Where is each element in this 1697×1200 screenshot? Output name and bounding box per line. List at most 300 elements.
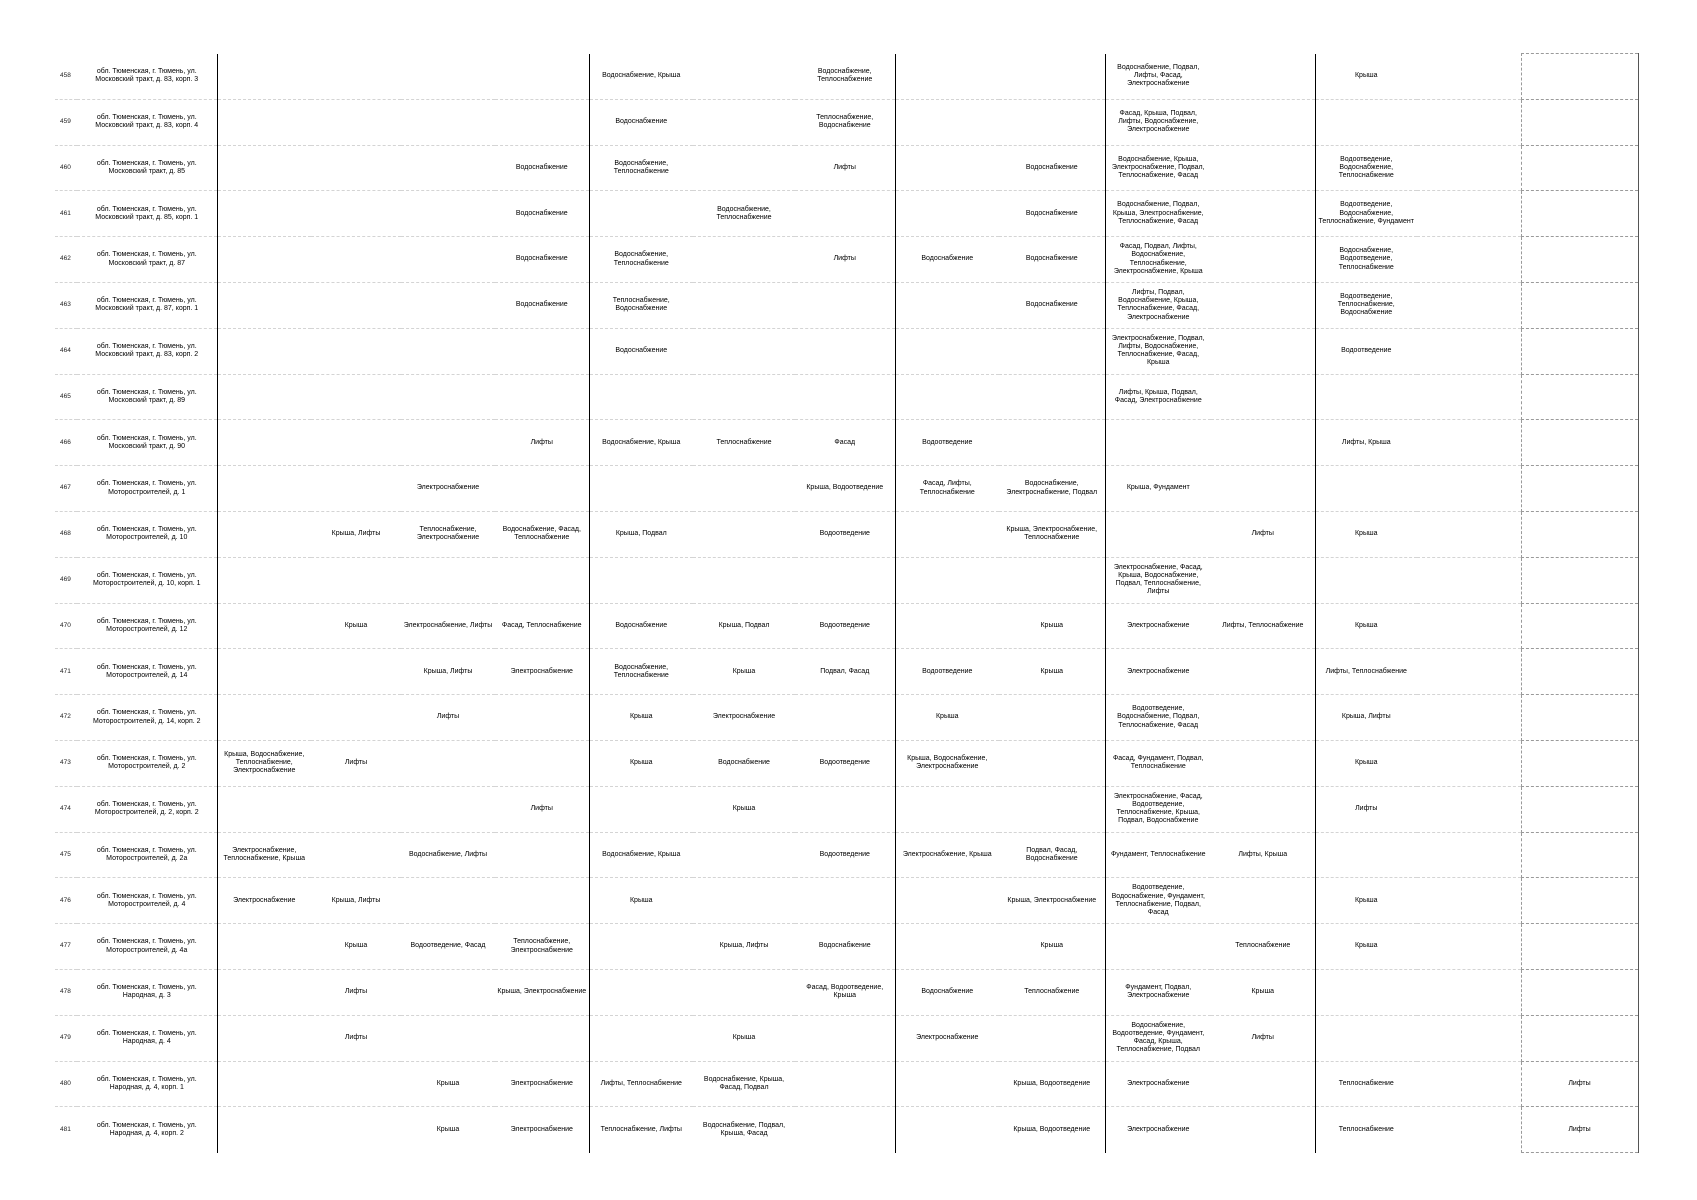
work-type-cell: Водоснабжение [895, 237, 999, 283]
work-type-cell [693, 878, 795, 924]
work-type-cell: Водоснабжение, Электроснабжение, Подвал [999, 466, 1105, 512]
row-number-cell: 463 [55, 282, 77, 328]
work-type-cell: Электроснабжение [1105, 649, 1211, 695]
housing-repair-schedule-table [55, 53, 1639, 1153]
work-type-cell: Водоснабжение, Водоотведение, Фундамент, Фасад, Крыша, Теплоснабжение, Подвал [1105, 1015, 1211, 1061]
work-type-cell [1315, 99, 1417, 145]
work-type-cell [311, 237, 401, 283]
address-cell: обл. Тюменская, г. Тюмень, ул. Моторостроителей, д. 1 [77, 466, 217, 512]
work-type-cell: Лифты [495, 420, 589, 466]
work-type-cell [1417, 237, 1521, 283]
work-type-cell: Электроснабжение [1105, 603, 1211, 649]
work-type-cell [589, 969, 693, 1015]
work-type-cell [795, 282, 895, 328]
address-cell: обл. Тюменская, г. Тюмень, ул. Моторостроителей, д. 2, корп. 2 [77, 786, 217, 832]
work-type-cell: Водоснабжение [999, 191, 1105, 237]
work-type-cell [311, 282, 401, 328]
work-type-cell: Лифты, Крыша, Подвал, Фасад, Электроснабжение [1105, 374, 1211, 420]
work-type-cell [895, 328, 999, 374]
work-type-cell: Электроснабжение [1105, 1061, 1211, 1107]
work-type-cell [999, 328, 1105, 374]
work-type-cell [895, 511, 999, 557]
work-type-cell: Электроснабжение, Фасад, Водоотведение, Теплоснабжение, Крыша, Подвал, Водоснабжение [1105, 786, 1211, 832]
work-type-cell: Водоотведение [1315, 328, 1417, 374]
work-type-cell: Крыша, Водоотведение [999, 1061, 1105, 1107]
work-type-cell [999, 374, 1105, 420]
work-type-cell [217, 649, 311, 695]
work-type-cell: Крыша, Электроснабжение [495, 969, 589, 1015]
work-type-cell [217, 328, 311, 374]
work-type-cell: Крыша [589, 695, 693, 741]
work-type-cell [895, 1061, 999, 1107]
work-type-cell: Лифты, Теплоснабжение [1315, 649, 1417, 695]
address-cell: обл. Тюменская, г. Тюмень, ул. Моторостроителей, д. 4а [77, 924, 217, 970]
work-type-cell [1417, 649, 1521, 695]
work-type-cell: Крыша, Водоснабжение, Теплоснабжение, Электроснабжение [217, 740, 311, 786]
work-type-cell [1521, 740, 1638, 786]
work-type-cell [495, 99, 589, 145]
work-type-cell [1315, 1015, 1417, 1061]
work-type-cell [589, 557, 693, 603]
work-type-cell: Водоотведение [795, 603, 895, 649]
address-cell: обл. Тюменская, г. Тюмень, ул. Московский тракт, д. 83, корп. 3 [77, 54, 217, 100]
table-body [55, 54, 1638, 1153]
row-number-cell: 469 [55, 557, 77, 603]
row-number-cell: 476 [55, 878, 77, 924]
work-type-cell: Лифты [795, 145, 895, 191]
address-cell: обл. Тюменская, г. Тюмень, ул. Народная, д. 4, корп. 1 [77, 1061, 217, 1107]
work-type-cell [999, 420, 1105, 466]
work-type-cell: Крыша [589, 878, 693, 924]
work-type-cell: Водоснабжение, Подвал, Крыша, Фасад [693, 1107, 795, 1153]
address-cell: обл. Тюменская, г. Тюмень, ул. Народная, д. 4, корп. 2 [77, 1107, 217, 1153]
work-type-cell: Водоснабжение [495, 282, 589, 328]
table-row [55, 420, 1638, 466]
work-type-cell [495, 374, 589, 420]
work-type-cell [217, 374, 311, 420]
address-cell: обл. Тюменская, г. Тюмень, ул. Московский тракт, д. 87, корп. 1 [77, 282, 217, 328]
address-cell: обл. Тюменская, г. Тюмень, ул. Моторостроителей, д. 2а [77, 832, 217, 878]
work-type-cell [1417, 832, 1521, 878]
work-type-cell [311, 54, 401, 100]
work-type-cell [1521, 282, 1638, 328]
work-type-cell: Водоснабжение [999, 237, 1105, 283]
row-number-cell: 459 [55, 99, 77, 145]
work-type-cell: Лифты, Крыша [1315, 420, 1417, 466]
address-cell: обл. Тюменская, г. Тюмень, ул. Моторостроителей, д. 4 [77, 878, 217, 924]
work-type-cell [1521, 145, 1638, 191]
work-type-cell: Водоотведение [795, 832, 895, 878]
work-type-cell [589, 191, 693, 237]
work-type-cell: Крыша, Подвал [589, 511, 693, 557]
work-type-cell: Водоснабжение [495, 145, 589, 191]
work-type-cell: Фасад, Фундамент, Подвал, Теплоснабжение [1105, 740, 1211, 786]
work-type-cell: Водоотведение, Водоснабжение, Подвал, Теплоснабжение, Фасад [1105, 695, 1211, 741]
work-type-cell [1521, 420, 1638, 466]
work-type-cell [311, 695, 401, 741]
address-cell: обл. Тюменская, г. Тюмень, ул. Московский тракт, д. 87 [77, 237, 217, 283]
table-row [55, 328, 1638, 374]
row-number-cell: 473 [55, 740, 77, 786]
work-type-cell [217, 420, 311, 466]
table-row [55, 557, 1638, 603]
work-type-cell: Водоснабжение, Водоотведение, Теплоснабжение [1315, 237, 1417, 283]
work-type-cell: Крыша [1315, 603, 1417, 649]
work-type-cell [1521, 466, 1638, 512]
work-type-cell [495, 328, 589, 374]
work-type-cell: Водоснабжение [495, 191, 589, 237]
work-type-cell: Водоснабжение, Подвал, Крыша, Электроснабжение, Теплоснабжение, Фасад [1105, 191, 1211, 237]
work-type-cell [401, 99, 495, 145]
work-type-cell [401, 237, 495, 283]
work-type-cell [217, 557, 311, 603]
work-type-cell: Крыша, Лифты [311, 878, 401, 924]
work-type-cell [895, 878, 999, 924]
work-type-cell [693, 328, 795, 374]
work-type-cell: Крыша [311, 924, 401, 970]
row-number-cell: 475 [55, 832, 77, 878]
work-type-cell: Теплоснабжение [1315, 1107, 1417, 1153]
work-type-cell [795, 328, 895, 374]
work-type-cell: Водоснабжение, Фасад, Теплоснабжение [495, 511, 589, 557]
work-type-cell [999, 695, 1105, 741]
work-type-cell [1417, 1107, 1521, 1153]
work-type-cell [495, 695, 589, 741]
work-type-cell [1315, 466, 1417, 512]
work-type-cell [795, 374, 895, 420]
table-row [55, 54, 1638, 100]
work-type-cell [217, 282, 311, 328]
table-row [55, 969, 1638, 1015]
work-type-cell [1521, 237, 1638, 283]
work-type-cell: Водоотведение, Фасад [401, 924, 495, 970]
table-row [55, 786, 1638, 832]
work-type-cell: Фасад [795, 420, 895, 466]
work-type-cell: Крыша [1211, 969, 1315, 1015]
table-row [55, 649, 1638, 695]
work-type-cell [895, 786, 999, 832]
work-type-cell [217, 54, 311, 100]
work-type-cell [589, 924, 693, 970]
work-type-cell [401, 1015, 495, 1061]
work-type-cell [1417, 740, 1521, 786]
work-type-cell: Теплоснабжение, Водоснабжение [795, 99, 895, 145]
work-type-cell: Теплоснабжение [1315, 1061, 1417, 1107]
work-type-cell [401, 786, 495, 832]
work-type-cell: Крыша [999, 649, 1105, 695]
work-type-cell [1417, 420, 1521, 466]
work-type-cell [217, 99, 311, 145]
work-type-cell [1417, 466, 1521, 512]
address-cell: обл. Тюменская, г. Тюмень, ул. Народная, д. 4 [77, 1015, 217, 1061]
table-row [55, 740, 1638, 786]
work-type-cell: Водоотведение, Водоснабжение, Теплоснабжение, Фундамент [1315, 191, 1417, 237]
table-row [55, 924, 1638, 970]
work-type-cell: Водоотведение [795, 740, 895, 786]
work-type-cell: Лифты, Теплоснабжение [1211, 603, 1315, 649]
work-type-cell [895, 1107, 999, 1153]
table-row [55, 695, 1638, 741]
address-cell: обл. Тюменская, г. Тюмень, ул. Моторостроителей, д. 10 [77, 511, 217, 557]
work-type-cell [795, 695, 895, 741]
work-type-cell [311, 99, 401, 145]
row-number-cell: 466 [55, 420, 77, 466]
work-type-cell: Фасад, Подвал, Лифты, Водоснабжение, Теплоснабжение, Электроснабжение, Крыша [1105, 237, 1211, 283]
work-type-cell: Водоснабжение, Крыша [589, 420, 693, 466]
work-type-cell: Крыша [999, 924, 1105, 970]
work-type-cell [1417, 603, 1521, 649]
work-type-cell [401, 282, 495, 328]
work-type-cell [1315, 374, 1417, 420]
work-type-cell [1521, 786, 1638, 832]
work-type-cell [311, 1061, 401, 1107]
work-type-cell [401, 328, 495, 374]
work-type-cell: Крыша [311, 603, 401, 649]
work-type-cell: Крыша [1354, 72, 1378, 80]
work-type-cell [1211, 740, 1315, 786]
work-type-cell: Крыша [401, 1107, 495, 1153]
work-type-cell [1521, 695, 1638, 741]
work-type-cell: Лифты [495, 786, 589, 832]
work-type-cell: Электроснабжение, Лифты [401, 603, 495, 649]
work-type-cell: Водоснабжение, Теплоснабжение [693, 191, 795, 237]
work-type-cell [311, 374, 401, 420]
work-type-cell [1211, 54, 1315, 100]
work-type-cell [1105, 420, 1211, 466]
work-type-cell: Лифты [795, 237, 895, 283]
work-type-cell [795, 786, 895, 832]
work-type-cell [1211, 237, 1315, 283]
work-type-cell: Крыша, Водоснабжение, Электроснабжение [895, 740, 999, 786]
work-type-cell: Фасад, Лифты, Теплоснабжение [895, 466, 999, 512]
work-type-cell [1211, 786, 1315, 832]
work-type-cell [401, 145, 495, 191]
work-type-cell [1521, 878, 1638, 924]
work-type-cell [895, 54, 999, 100]
work-type-cell: Крыша, Электроснабжение [999, 878, 1105, 924]
work-type-cell [401, 878, 495, 924]
work-type-cell: Водоснабжение, Лифты [401, 832, 495, 878]
work-type-cell [1417, 557, 1521, 603]
work-type-cell [1105, 924, 1211, 970]
work-type-cell [1211, 695, 1315, 741]
work-type-cell [1521, 557, 1638, 603]
work-type-cell: Электроснабжение [895, 1015, 999, 1061]
work-type-cell: Водоснабжение, Теплоснабжение [589, 649, 693, 695]
work-type-cell [217, 603, 311, 649]
work-type-cell [1521, 649, 1638, 695]
work-type-cell [311, 466, 401, 512]
address-cell: обл. Тюменская, г. Тюмень, ул. Народная, д. 3 [77, 969, 217, 1015]
work-type-cell: Крыша [999, 603, 1105, 649]
address-cell: обл. Тюменская, г. Тюмень, ул. Московский тракт, д. 85, корп. 1 [77, 191, 217, 237]
work-type-cell: Водоснабжение, Крыша [602, 72, 681, 80]
row-number-cell: 465 [55, 374, 77, 420]
work-type-cell [589, 786, 693, 832]
address-cell: обл. Тюменская, г. Тюмень, ул. Моторостроителей, д. 14 [77, 649, 217, 695]
work-type-cell: Водоотведение, Теплоснабжение, Водоснабжение [1315, 282, 1417, 328]
spreadsheet-sheet [55, 53, 1638, 1137]
work-type-cell [217, 145, 311, 191]
work-type-cell [217, 511, 311, 557]
work-type-cell: Крыша, Лифты [693, 924, 795, 970]
work-type-cell: Лифты [1315, 786, 1417, 832]
work-type-cell [999, 557, 1105, 603]
row-number-cell: 480 [55, 1061, 77, 1107]
address-cell: обл. Тюменская, г. Тюмень, ул. Московский тракт, д. 83, корп. 2 [77, 328, 217, 374]
work-type-cell [311, 557, 401, 603]
work-type-cell: Крыша [1315, 924, 1417, 970]
work-type-cell [1521, 1015, 1638, 1061]
work-type-cell [217, 924, 311, 970]
work-type-cell [1211, 557, 1315, 603]
row-number-cell: 467 [55, 466, 77, 512]
work-type-cell [1521, 191, 1638, 237]
work-type-cell [1211, 328, 1315, 374]
work-type-cell [311, 420, 401, 466]
work-type-cell [999, 786, 1105, 832]
work-type-cell: Водоотведение [895, 420, 999, 466]
work-type-cell [401, 191, 495, 237]
work-type-cell: Водоснабжение [589, 99, 693, 145]
row-number-cell: 472 [55, 695, 77, 741]
work-type-cell: Водоснабжение [999, 282, 1105, 328]
work-type-cell: Крыша, Водоотведение [795, 466, 895, 512]
work-type-cell [1417, 191, 1521, 237]
table-row [55, 282, 1638, 328]
work-type-cell [401, 374, 495, 420]
work-type-cell [311, 832, 401, 878]
work-type-cell: Водоснабжение, Крыша [589, 832, 693, 878]
work-type-cell [1417, 99, 1521, 145]
work-type-cell: Водоотведение, Водоснабжение, Фундамент, Теплоснабжение, Подвал, Фасад [1105, 878, 1211, 924]
work-type-cell [693, 237, 795, 283]
work-type-cell [495, 878, 589, 924]
work-type-cell: Водоснабжение [589, 603, 693, 649]
work-type-cell [1417, 145, 1521, 191]
work-type-cell: Водоотведение, Водоснабжение, Теплоснабжение [1315, 145, 1417, 191]
work-type-cell [1521, 374, 1638, 420]
work-type-cell [1521, 969, 1638, 1015]
work-type-cell: Крыша [401, 1061, 495, 1107]
work-type-cell: Лифты [1211, 511, 1315, 557]
table-row [55, 511, 1638, 557]
work-type-cell [795, 1061, 895, 1107]
row-number-cell: 477 [55, 924, 77, 970]
work-type-cell [895, 924, 999, 970]
work-type-cell: Теплоснабжение [999, 969, 1105, 1015]
work-type-cell: Водоснабжение, Теплоснабжение [589, 237, 693, 283]
work-type-cell [495, 557, 589, 603]
work-type-cell [1315, 557, 1417, 603]
work-type-cell: Крыша, Электроснабжение, Теплоснабжение [999, 511, 1105, 557]
work-type-cell [1417, 969, 1521, 1015]
work-type-cell [1417, 1015, 1521, 1061]
work-type-cell: Крыша, Водоотведение [999, 1107, 1105, 1153]
work-type-cell: Лифты, Теплоснабжение [589, 1061, 693, 1107]
table-row [55, 1061, 1638, 1107]
work-type-cell: Водоснабжение [693, 740, 795, 786]
table-row [55, 191, 1638, 237]
table-row [55, 374, 1638, 420]
work-type-cell [693, 969, 795, 1015]
table-row [55, 1015, 1638, 1061]
work-type-cell: Лифты [401, 695, 495, 741]
work-type-cell: Теплоснабжение, Лифты [589, 1107, 693, 1153]
work-type-cell [217, 237, 311, 283]
work-type-cell [795, 557, 895, 603]
row-number-cell: 464 [55, 328, 77, 374]
address-cell: обл. Тюменская, г. Тюмень, ул. Московский тракт, д. 89 [77, 374, 217, 420]
work-type-cell: Фундамент, Подвал, Электроснабжение [1105, 969, 1211, 1015]
table-row [55, 1107, 1638, 1153]
work-type-cell [1417, 54, 1521, 100]
work-type-cell [1211, 1107, 1315, 1153]
table-row [55, 603, 1638, 649]
work-type-cell [999, 99, 1105, 145]
row-number-cell: 471 [55, 649, 77, 695]
table-row [55, 99, 1638, 145]
work-type-cell [401, 420, 495, 466]
row-number-cell: 474 [55, 786, 77, 832]
table-row [55, 832, 1638, 878]
work-type-cell [795, 1015, 895, 1061]
address-cell: обл. Тюменская, г. Тюмень, ул. Моторостроителей, д. 10, корп. 1 [77, 557, 217, 603]
work-type-cell [401, 557, 495, 603]
work-type-cell: Водоснабжение [895, 969, 999, 1015]
work-type-cell: Крыша, Лифты [311, 511, 401, 557]
work-type-cell [1521, 99, 1638, 145]
work-type-cell [217, 1107, 311, 1153]
work-type-cell: Фасад, Теплоснабжение [495, 603, 589, 649]
work-type-cell [693, 511, 795, 557]
work-type-cell: Крыша [693, 649, 795, 695]
work-type-cell: Теплоснабжение [693, 420, 795, 466]
work-type-cell [311, 1107, 401, 1153]
row-number-cell: 460 [55, 145, 77, 191]
work-type-cell [589, 374, 693, 420]
work-type-cell [217, 969, 311, 1015]
work-type-cell [1521, 328, 1638, 374]
work-type-cell: Фасад, Водоотведение, Крыша [795, 969, 895, 1015]
work-type-cell: Крыша [1315, 878, 1417, 924]
work-type-cell [1211, 878, 1315, 924]
work-type-cell: Крыша, Лифты [1315, 695, 1417, 741]
work-type-cell [999, 54, 1105, 100]
work-type-cell [1417, 282, 1521, 328]
work-type-cell [311, 191, 401, 237]
work-type-cell [895, 603, 999, 649]
work-type-cell [693, 374, 795, 420]
work-type-cell: Лифты [1521, 1107, 1638, 1153]
work-type-cell: Электроснабжение [495, 1061, 589, 1107]
work-type-cell [401, 740, 495, 786]
work-type-cell [1521, 924, 1638, 970]
work-type-cell [1211, 191, 1315, 237]
row-number-cell: 478 [55, 969, 77, 1015]
work-type-cell [1315, 969, 1417, 1015]
work-type-cell: Крыша, Фундамент [1105, 466, 1211, 512]
address-cell: обл. Тюменская, г. Тюмень, ул. Моторостроителей, д. 2 [77, 740, 217, 786]
work-type-cell: Фундамент, Теплоснабжение [1105, 832, 1211, 878]
work-type-cell [693, 557, 795, 603]
work-type-cell [1105, 511, 1211, 557]
work-type-cell [217, 466, 311, 512]
work-type-cell [589, 1015, 693, 1061]
work-type-cell [1315, 832, 1417, 878]
work-type-cell: Лифты [311, 969, 401, 1015]
work-type-cell [693, 145, 795, 191]
